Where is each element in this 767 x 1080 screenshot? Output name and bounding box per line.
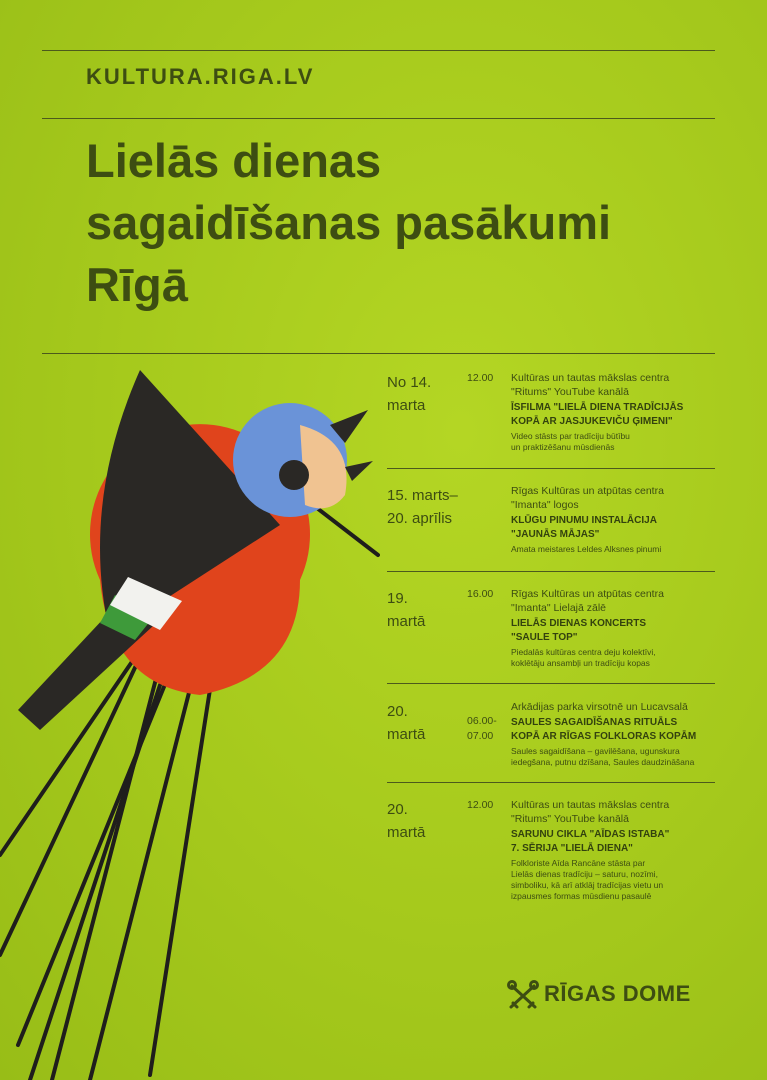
event-date-line: martā	[387, 824, 426, 841]
event-venue	[511, 587, 715, 615]
event-date	[387, 798, 467, 844]
event-venue	[511, 484, 715, 512]
event-name-line: SARUNU CIKLA "AĪDAS ISTABA"	[511, 829, 670, 840]
event-item	[387, 587, 715, 677]
event-desc-line: Video stāsts par tradīciju būtību	[511, 431, 630, 441]
event-description	[511, 647, 715, 669]
bird-beak-lower	[345, 461, 373, 481]
rigas-dome-logo[interactable]	[506, 978, 716, 1014]
event-item	[387, 798, 715, 908]
event-venue-line: "Ritums" YouTube kanālā	[511, 813, 629, 825]
event-date-line: 19.	[387, 590, 408, 607]
event-desc-line: izpausmes formas mūsdienu pasaulē	[511, 891, 652, 901]
event-item	[387, 484, 715, 564]
event-desc-line: Folkloriste Aīda Rancāne stāsta par	[511, 858, 646, 868]
event-date	[387, 587, 467, 633]
event-details	[511, 700, 715, 768]
event-desc-line: Saules sagaidīšana – gavilēšana, ugunskura	[511, 746, 680, 756]
event-venue-line: Rīgas Kultūras un atpūtas centra	[511, 485, 664, 497]
event-venue	[511, 371, 715, 399]
event-date-line: 15. marts–	[387, 487, 458, 504]
event-time-line: 12.00	[467, 372, 494, 384]
event-divider	[387, 571, 715, 572]
event-date-line: martā	[387, 726, 426, 743]
event-name-line: KOPĀ AR RĪGAS FOLKLORAS KOPĀM	[511, 731, 697, 742]
event-name-line: 7. SĒRIJA "LIELĀ DIENA"	[511, 843, 633, 854]
event-date-line: 20.	[387, 801, 408, 818]
event-desc-line: koklētāju ansambļi un tradīciju kopas	[511, 658, 650, 668]
event-name-line: "SAULE TOP"	[511, 632, 578, 643]
event-desc-line: Piedalās kultūras centra deju kolektīvi,	[511, 647, 656, 657]
event-venue-line: Rīgas Kultūras un atpūtas centra	[511, 588, 664, 600]
event-name	[511, 617, 715, 645]
event-divider	[387, 782, 715, 783]
event-name-line: ĪSFILMA "LIELĀ DIENA TRADĪCIJĀS	[511, 402, 684, 413]
event-name	[511, 401, 715, 429]
event-details	[511, 587, 715, 669]
event-desc-line: iedegšana, putnu dzīšana, Saules daudzināšana	[511, 757, 695, 767]
event-time-line: 06.00-	[467, 715, 497, 727]
event-time-line: 16.00	[467, 588, 494, 600]
event-item	[387, 371, 715, 461]
logo-text: RĪGAS DOME	[544, 981, 691, 1006]
event-name	[511, 828, 715, 856]
title-line: sagaidīšanas pasākumi	[86, 196, 612, 249]
event-venue-line: "Imanta" Lielajā zālē	[511, 602, 607, 614]
event-venue-line: Kultūras un tautas mākslas centra	[511, 372, 670, 384]
bird-eye	[279, 460, 309, 490]
event-time-line: 12.00	[467, 799, 494, 811]
event-name-line: LIELĀS DIENAS KONCERTS	[511, 618, 647, 629]
event-time	[467, 798, 507, 813]
event-date	[387, 700, 467, 746]
event-description	[511, 431, 715, 453]
poster-title	[86, 130, 706, 316]
event-divider	[387, 683, 715, 684]
event-date	[387, 484, 467, 530]
event-time-line: 07.00	[467, 730, 494, 742]
event-details	[511, 484, 715, 555]
bird-illustration	[0, 355, 380, 1080]
event-divider	[387, 468, 715, 469]
title-line: Rīgā	[86, 258, 188, 311]
event-name-line: SAULES SAGAIDĪŠANAS RITUĀLS	[511, 717, 678, 728]
event-description	[511, 544, 715, 555]
event-description	[511, 746, 715, 768]
divider-top	[42, 50, 715, 51]
event-desc-line: simboliku, kā arī atklāj tradīcijas vietu un	[511, 880, 664, 890]
event-venue	[511, 700, 715, 714]
event-desc-line: un praktizēšanu mūsdienās	[511, 442, 615, 452]
event-date-line: No 14.	[387, 374, 432, 391]
divider-header	[42, 118, 715, 119]
event-time	[467, 371, 507, 386]
event-venue-line: Kultūras un tautas mākslas centra	[511, 799, 670, 811]
crossed-keys-icon	[506, 980, 540, 1012]
event-time	[467, 714, 507, 744]
event-name	[511, 716, 715, 744]
event-item	[387, 700, 715, 775]
event-name-line: KOPĀ AR JASJUKEVIČU ĢIMENI"	[511, 416, 673, 427]
event-date-line: marta	[387, 397, 426, 414]
event-date-line: 20. aprīlis	[387, 510, 453, 527]
event-venue-line: Arkādijas parka virsotnē un Lucavsalā	[511, 701, 688, 713]
event-details	[511, 798, 715, 902]
event-venue-line: "Ritums" YouTube kanālā	[511, 386, 629, 398]
event-time	[467, 587, 507, 602]
event-date-line: martā	[387, 613, 426, 630]
event-date-line: 20.	[387, 703, 408, 720]
event-desc-line: Amata meistares Leldes Alksnes pinumi	[511, 544, 662, 554]
event-name-line: KLŪGU PINUMU INSTALĀCIJA	[511, 515, 657, 526]
title-line: Lielās dienas	[86, 134, 382, 187]
event-name-line: "JAUNĀS MĀJAS"	[511, 529, 600, 540]
event-date	[387, 371, 467, 417]
event-description	[511, 858, 715, 902]
event-venue	[511, 798, 715, 826]
divider-title	[42, 353, 715, 354]
event-details	[511, 371, 715, 453]
site-url[interactable]: KULTURA.RIGA.LV	[86, 64, 315, 89]
event-desc-line: Lielās dienas tradīciju – saturu, nozīmi,	[511, 869, 658, 879]
event-venue-line: "Imanta" logos	[511, 499, 579, 511]
event-name	[511, 514, 715, 542]
